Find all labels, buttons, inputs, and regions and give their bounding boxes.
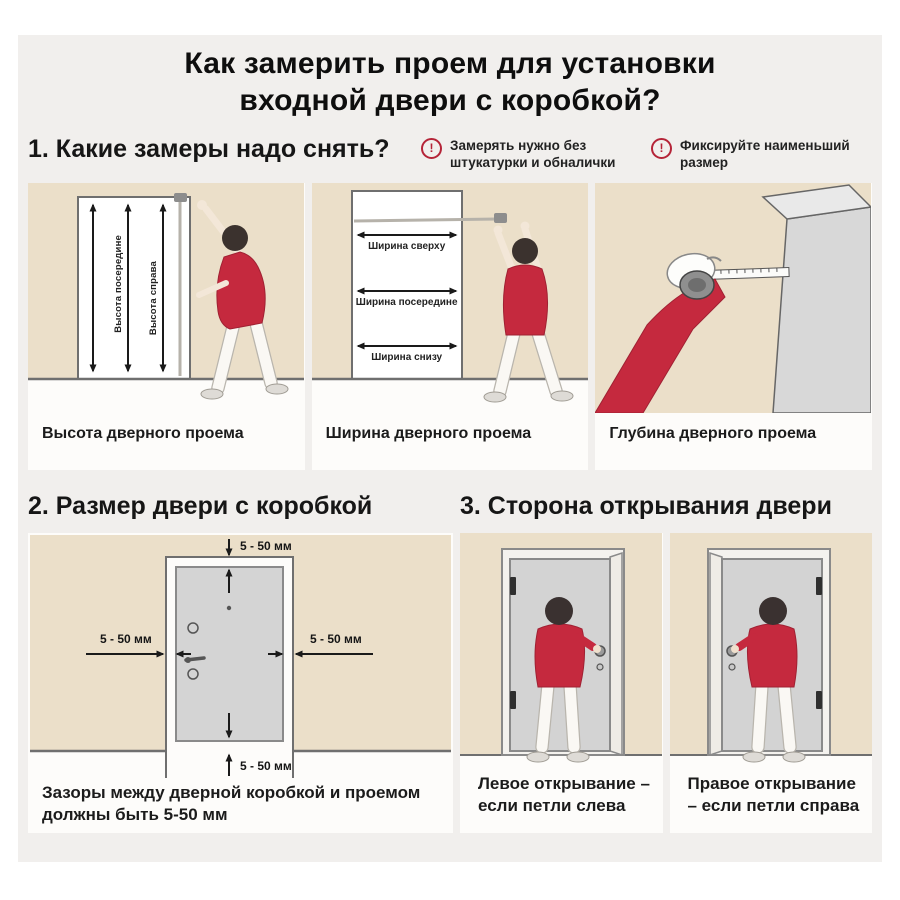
hinge-top <box>816 577 822 595</box>
panel-caption: Ширина дверного проема <box>325 425 532 442</box>
open-door-edge <box>610 553 622 755</box>
gap-label-top: 5 - 50 мм <box>240 539 292 553</box>
panel-caption: Высота дверного проема <box>42 425 244 442</box>
depth-diagram <box>595 183 871 413</box>
keyhole <box>729 664 735 670</box>
door-opening <box>78 197 190 379</box>
measurement-panels-row <box>18 171 882 470</box>
bottom-panels-row <box>18 521 882 833</box>
panel-height <box>28 183 305 470</box>
right-opening-illustration <box>670 533 873 771</box>
panel-caption: Правое открывание – если петли справа <box>687 774 860 815</box>
floor-area <box>28 379 304 413</box>
panel-caption: Зазоры между дверной коробкой и проемом должны быть 5-50 мм <box>42 783 421 824</box>
gap-label-left: 5 - 50 мм <box>100 632 152 646</box>
gaps-diagram <box>28 533 453 778</box>
section3-heading: 3. Сторона открывания двери <box>460 492 832 520</box>
panel-depth <box>595 183 872 470</box>
panel-caption: Глубина дверного проема <box>609 425 817 442</box>
panel-frame-gaps <box>28 533 453 833</box>
width-illustration <box>312 183 589 413</box>
gap-label-bottom: 5 - 50 мм <box>240 759 292 773</box>
section2-heading: 2. Размер двери с коробкой <box>28 492 373 520</box>
gap-label-right: 5 - 50 мм <box>310 632 362 646</box>
width-bottom-label: Ширина снизу <box>371 352 443 363</box>
warning-note-smallest <box>651 137 870 171</box>
right-opening-diagram <box>670 533 872 771</box>
exclamation-icon: ! <box>421 138 442 159</box>
gaps-illustration <box>28 533 453 778</box>
warning-note-plaster <box>421 137 625 171</box>
left-opening-diagram <box>460 533 662 771</box>
keyhole <box>597 664 603 670</box>
peephole <box>227 606 231 610</box>
depth-illustration <box>595 183 872 413</box>
title-line1: Как замерить проем для установки <box>184 47 716 80</box>
tape-measure-icon <box>354 219 498 221</box>
height-illustration <box>28 183 305 413</box>
panel-caption: Левое открывание – если петли слева <box>478 774 650 815</box>
open-door-edge <box>710 553 722 755</box>
page-title <box>18 35 882 119</box>
title-line2: входной двери с коробкой? <box>239 84 661 117</box>
width-top-label: Ширина сверху <box>368 241 446 252</box>
width-middle-label: Ширина посередине <box>355 297 458 308</box>
sections-2-3-header-row <box>18 470 882 521</box>
section1-heading: 1. Какие замеры надо снять? <box>28 135 390 163</box>
warning-text: Фиксируйте наименьший размер <box>680 138 850 170</box>
left-opening-illustration <box>460 533 663 771</box>
panel-left-opening <box>460 533 663 833</box>
warning-text: Замерять нужно без штукатурки и обналички <box>450 138 616 170</box>
hinge-bottom <box>510 691 516 709</box>
exclamation-icon: ! <box>651 138 672 159</box>
height-diagram <box>28 183 304 413</box>
warning-notes <box>421 135 870 171</box>
panel-width <box>312 183 589 470</box>
height-middle-label: Высота посередине <box>113 235 124 333</box>
section1-header-row <box>18 119 882 171</box>
panel-right-opening <box>670 533 873 833</box>
hinge-bottom <box>816 691 822 709</box>
hinge-top <box>510 577 516 595</box>
content-card <box>18 35 882 862</box>
floor-area <box>312 379 588 413</box>
height-right-label: Высота справа <box>148 261 159 336</box>
